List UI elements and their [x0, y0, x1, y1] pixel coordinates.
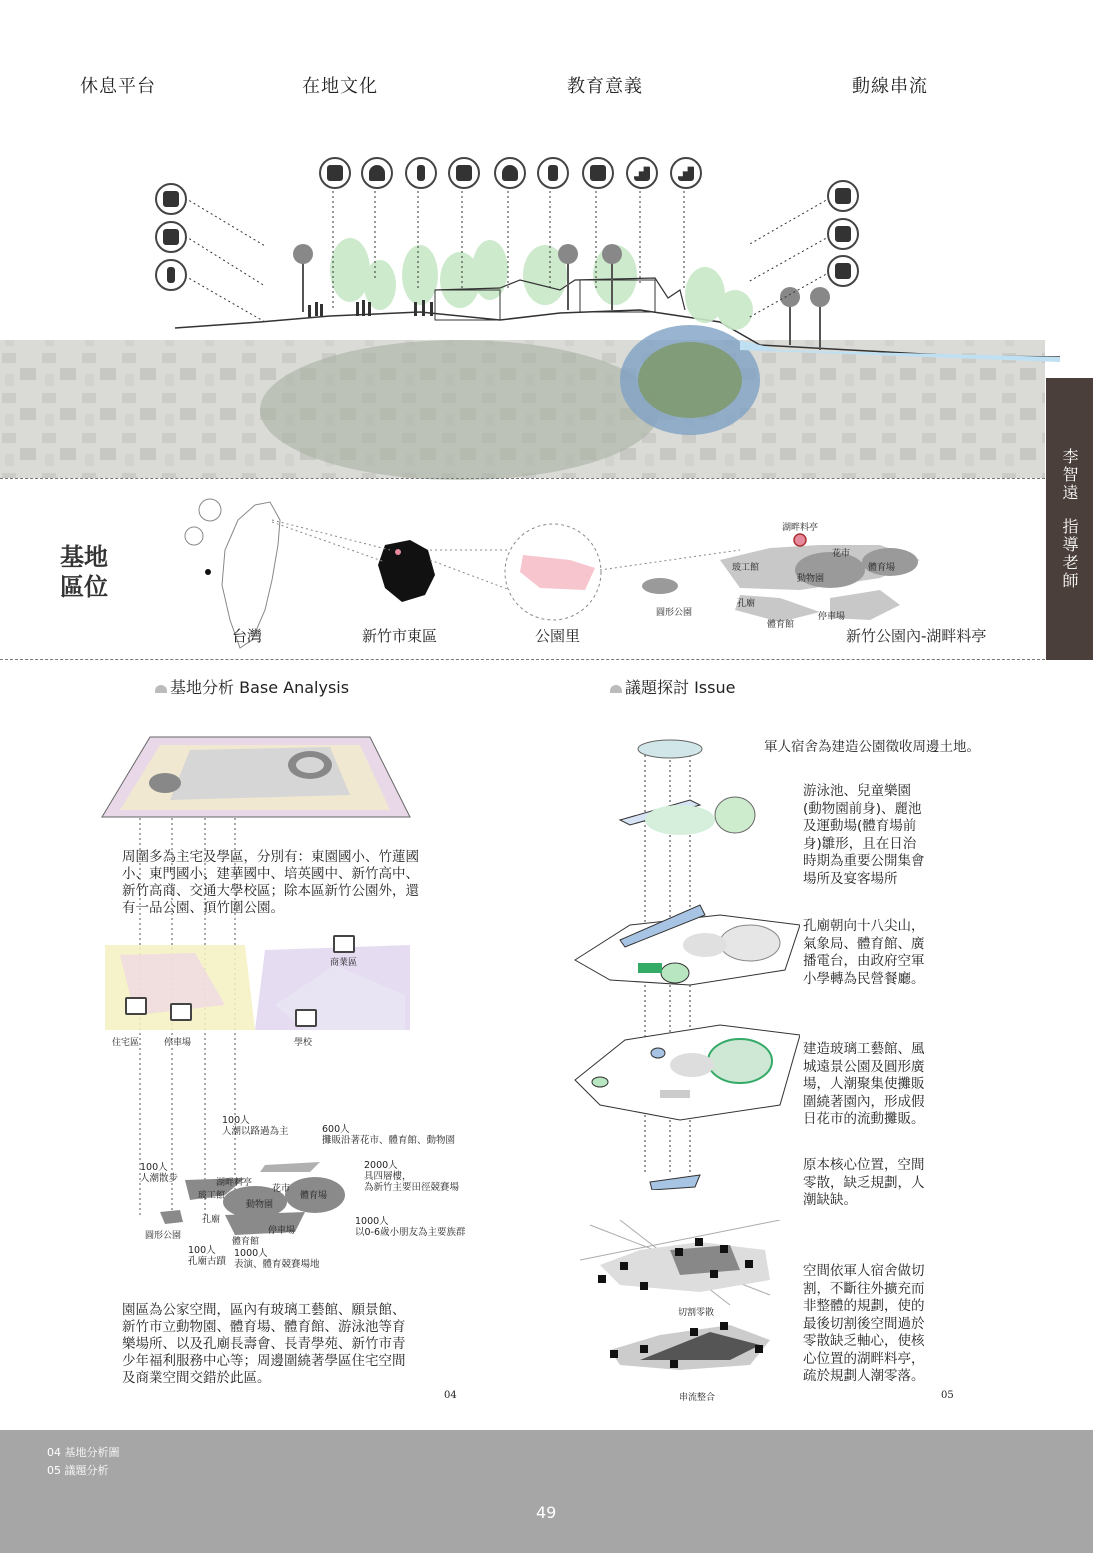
category-local-culture: 在地文化 [302, 76, 378, 97]
author-sidebar [1046, 378, 1093, 660]
issue-text-2: 游泳池、兒童樂園(動物園前身)、麗池及運動場(體育場前身)雛形，且在日治時期為重要公開集會場所及宴客場所 [803, 783, 925, 887]
category-circulation: 動線串流 [852, 76, 928, 97]
base-analysis-paragraph-2: 園區為公家空間，區內有玻璃工藝館、願景館、新竹市立動物園、體育場、體育館、游泳池等育樂場所、以及孔廟長壽會、長青學苑、新竹市青少年福利服務中心等；周邊圍繞著學區住宅空間及商業空間交錯於此區。 [122, 1302, 406, 1386]
footer-note-04: 04 基地分析圖 [47, 1446, 120, 1459]
house-icon [125, 997, 147, 1015]
stairs-icon [626, 157, 658, 189]
flow-label-parking: 停車場 [268, 1226, 296, 1236]
issue-text-6: 空間依軍人宿舍做切割，不斷往外擴充而非整體的規劃，使的最後切割後空間過於零散缺乏軸心，使核心位置的湖畔料亭，疏於規劃人潮零落。 [803, 1263, 925, 1384]
location-label-east-district: 新竹市東區 [362, 627, 438, 645]
shapes-icon [448, 157, 480, 189]
flow-annotation-gym: 1000人 表演、體育競賽場地 [234, 1248, 320, 1270]
circulation-diagram [580, 1220, 780, 1385]
flow-annotation-temple: 100人 孔廟古蹟 [188, 1245, 227, 1267]
tree-icon [610, 685, 622, 693]
issue-text-1: 軍人宿舍為建造公園徵收周邊土地。 [764, 739, 980, 755]
zone-label-parking: 停車場 [164, 1038, 192, 1048]
flow-annotation-pavilion: 100人 人潮以路過為主 [222, 1115, 289, 1137]
issue-heading: 議題探討 Issue [610, 675, 735, 698]
flow-label-gymnasium: 體育館 [232, 1237, 260, 1247]
location-label-park-village: 公園里 [535, 627, 581, 645]
footer-note-05: 05 議題分析 [47, 1464, 109, 1477]
location-label-taiwan: 台灣 [232, 627, 263, 645]
issue-text-3: 孔廟朝向十八尖山，氣象局、體育館、廣播電台，由政府空軍小學轉為民營餐廳。 [803, 918, 925, 987]
map-label-flower-market: 花市 [832, 549, 851, 559]
school-icon [295, 1009, 317, 1027]
binoculars-icon [827, 218, 859, 250]
historical-layers-diagram [570, 735, 800, 1190]
author-role: 指導老師 [1060, 518, 1079, 590]
base-analysis-paragraph-1: 周圍多為主宅及學區，分別有：東園國小、竹蓮國小、東門國小、建華國中、培英國中、新竹高中、新竹高商、交通大學校區；除本區新竹公園外，還有一品公園、頂竹圍公園。 [122, 849, 419, 916]
category-education: 教育意義 [567, 76, 643, 97]
map-label-parking: 停車場 [818, 612, 846, 622]
umbrella-icon [361, 157, 393, 189]
walking-icon [155, 259, 187, 291]
page-label-04: 04 [444, 1390, 457, 1401]
zoning-diagram [105, 945, 410, 1035]
map-label-gymnasium: 體育館 [767, 620, 795, 630]
category-rest-platform: 休息平台 [80, 76, 156, 97]
location-title: 基地 區位 [60, 542, 108, 601]
site-aerial-map [100, 735, 420, 820]
person-icon [494, 157, 526, 189]
flow-annotation-stadium: 2000人 具四層樓， 為新竹主要田徑競賽場 [364, 1160, 460, 1193]
book-icon [319, 157, 351, 189]
map-label-lakeside-pavilion: 湖畔料亭 [782, 523, 819, 533]
diagram-label-integrated: 串流整合 [679, 1393, 716, 1403]
zone-label-residential: 住宅區 [112, 1038, 140, 1048]
page-footer [0, 1430, 1093, 1553]
page-label-05: 05 [941, 1390, 954, 1401]
issue-text-5: 原本核心位置，空間零散，缺乏規劃，人潮缺缺。 [803, 1157, 925, 1208]
map-label-round-park: 圓形公園 [656, 608, 693, 618]
map-label-stadium: 體育場 [868, 563, 896, 573]
location-label-pavilion: 新竹公園內-湖畔料亭 [846, 627, 987, 645]
zone-label-school: 學校 [294, 1038, 313, 1048]
stroller-icon [155, 183, 187, 215]
flow-label-glass-museum: 玻工館 [198, 1191, 226, 1201]
running-icon [827, 180, 859, 212]
flow-annotation-vendors: 600人 攤販沿著花市、體育館、動物園 [322, 1124, 456, 1146]
zone-label-commercial: 商業區 [330, 958, 358, 968]
flow-label-zoo: 動物園 [246, 1200, 274, 1210]
map-label-confucius-temple: 孔廟 [737, 599, 756, 609]
diagram-label-fragmented: 切割零散 [678, 1308, 715, 1318]
restaurant-icon [537, 157, 569, 189]
divider-top [0, 478, 1045, 479]
flow-annotation-walk: 100人 人潮散步 [140, 1162, 179, 1184]
flow-label-pavilion: 湖畔料亭 [216, 1178, 253, 1188]
dog-walk-icon [155, 221, 187, 253]
base-analysis-heading: 基地分析 Base Analysis [155, 675, 349, 698]
author-name: 李智遠 [1060, 448, 1079, 502]
tree-icon [155, 685, 167, 693]
flow-label-stadium: 體育場 [300, 1191, 328, 1201]
store-icon [333, 935, 355, 953]
page-number: 49 [536, 1503, 557, 1522]
phone-icon [405, 157, 437, 189]
escalator-icon [670, 157, 702, 189]
flow-label-flower-market: 花市 [272, 1184, 291, 1194]
flow-label-temple: 孔廟 [202, 1215, 221, 1225]
divider-bottom [0, 659, 1045, 660]
family-icon [827, 255, 859, 287]
flow-annotation-zoo: 1000人 以0-6歲小朋友為主要族群 [355, 1216, 466, 1238]
car-icon [170, 1003, 192, 1021]
map-label-glass-museum: 玻工館 [732, 563, 760, 573]
visitor-icon [582, 157, 614, 189]
flow-label-round-park: 圓形公園 [145, 1231, 182, 1241]
map-label-zoo: 動物園 [797, 574, 825, 584]
issue-text-4: 建造玻璃工藝館、風城遠景公園及圓形廣場，人潮聚集使攤販圍繞著園內，形成假日花市的流動攤販。 [803, 1041, 925, 1127]
